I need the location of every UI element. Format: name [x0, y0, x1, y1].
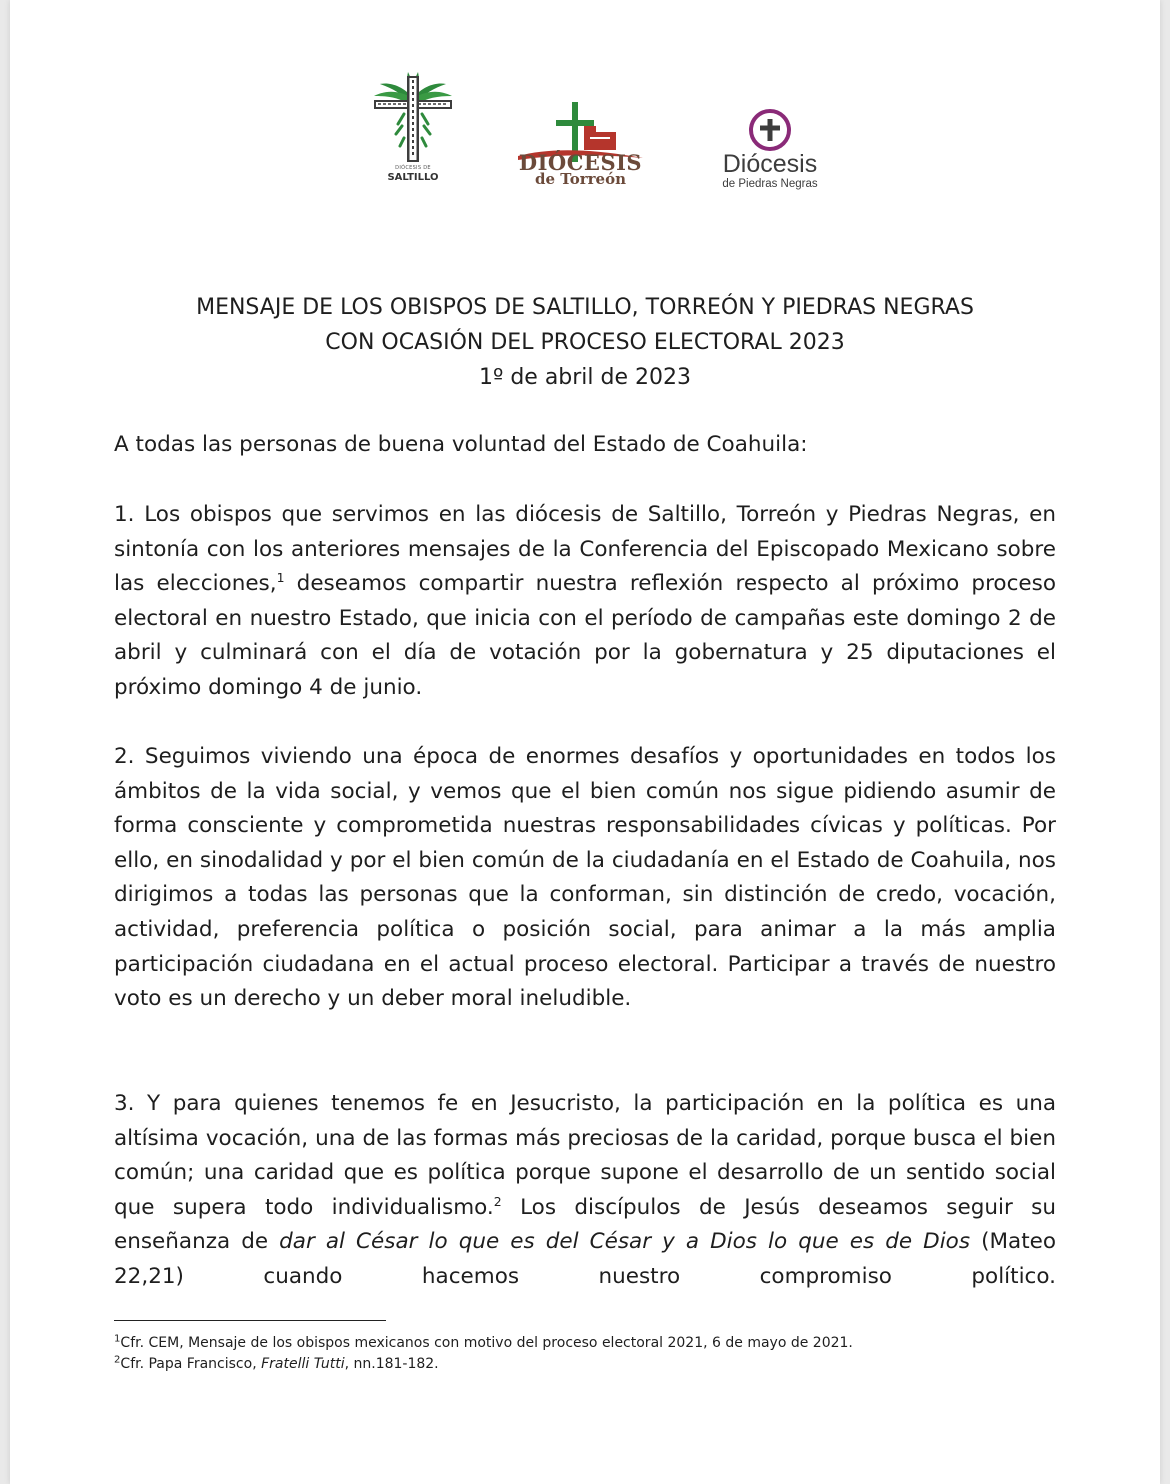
piedras-negras-label-2: de Piedras Negras [722, 178, 818, 190]
paragraph-1 [114, 498, 1056, 706]
footnote-ref-2: 2 [493, 1193, 502, 1209]
paragraph-3-text-a: 3. Y para quienes tenemos fe en Jesucristo, la participación en la política es una altísima vocación, una de las formas más preciosas de la caridad, porque busca el bien común; una caridad que es política porque supone el desarrollo de un sentido social que supera todo individualismo. [114, 1091, 1056, 1220]
footnote-2-text-a: Cfr. Papa Francisco, [120, 1356, 262, 1372]
greeting: A todas las personas de buena voluntad del Estado de Coahuila: [114, 432, 808, 457]
footnote-1-number: 1 [114, 1333, 121, 1345]
paragraph-3-italic-quote: dar al César lo que es del César y a Dios lo que es de Dios [279, 1229, 971, 1255]
footnote-1-text: Cfr. CEM, Mensaje de los obispos mexicanos con motivo del proceso electoral 2021, 6 de mayo de 2021. [120, 1335, 853, 1351]
logo-diocesis-saltillo [368, 68, 458, 188]
footnote-2-text-b: , nn.181-182. [344, 1356, 439, 1372]
saltillo-small-label: DIÓCESIS DE [395, 165, 431, 171]
paragraph-1-text-b: deseamos compartir nuestra reflexión respecto al próximo proceso electoral en nuestro Estado, que inicia con el período de campañas este domingo 2 de abril y culminará con el día de votación por la gobernatura y 25 diputaciones el próximo domingo 4 de junio. [114, 571, 1056, 700]
title-date: 1º de abril de 2023 [478, 365, 692, 390]
logo-diocesis-piedras-negras [705, 108, 835, 198]
paragraph-2 [114, 740, 1056, 1017]
paragraph-3 [114, 1087, 1056, 1295]
piedras-negras-cross-icon [705, 108, 835, 152]
document-title [10, 290, 1160, 395]
footnotes [114, 1333, 1056, 1375]
logo-diocesis-torreon [498, 98, 663, 193]
paragraph-2-text: 2. Seguimos viviendo una época de enormes desafíos y oportunidades en todos los ámbitos de la vida social, y vemos que el bien común nos sigue pidiendo asumir de forma consciente y comprometida nuestras responsabilidades cívicas y políticas. Por ello, en sinodalidad y por el bien común de la ciudadanía en el Estado de Coahuila, nos dirigimos a todas las personas que la conforman, sin distinción de credo, vocación, actividad, preferencia política o posición social, para animar a la más amplia participación ciudadana en el actual proceso electoral. Participar a través de nuestro voto es un derecho y un deber moral ineludible. [114, 744, 1056, 1012]
title-line-2: CON OCASIÓN DEL PROCESO ELECTORAL 2023 [325, 330, 845, 355]
footnote-2-italic: Fratelli Tutti [261, 1356, 345, 1372]
paragraph-3-text-c: (Mateo 22,21) cuando hacemos nuestro compromiso político. [114, 1229, 1056, 1289]
saltillo-label: SALTILLO [387, 172, 439, 183]
torreon-label-2: de Torreón [535, 170, 626, 188]
diocese-logos [10, 0, 1160, 220]
title-line-1: MENSAJE DE LOS OBISPOS DE SALTILLO, TORREÓN Y PIEDRAS NEGRAS [196, 295, 974, 320]
saltillo-cross-icon [368, 68, 458, 166]
paragraph-3-text-b: Los discípulos de Jesús deseamos seguir su enseñanza de [114, 1194, 1056, 1255]
footnote-2 [114, 1354, 1056, 1375]
footnote-ref-1: 1 [276, 570, 285, 586]
piedras-negras-label-1: Diócesis [722, 150, 818, 178]
torreon-label-1: DIÓCESIS [518, 150, 643, 175]
paragraph-1-text-a: 1. Los obispos que servimos en las diócesis de Saltillo, Torreón y Piedras Negras, en sintonía con los anteriores mensajes de la Conferencia del Episcopado Mexicano sobre las elecciones, [114, 502, 1056, 597]
footnote-divider [114, 1320, 386, 1321]
footnote-1 [114, 1333, 1056, 1354]
document-page [10, 0, 1160, 1484]
footnote-2-number: 2 [114, 1354, 121, 1366]
